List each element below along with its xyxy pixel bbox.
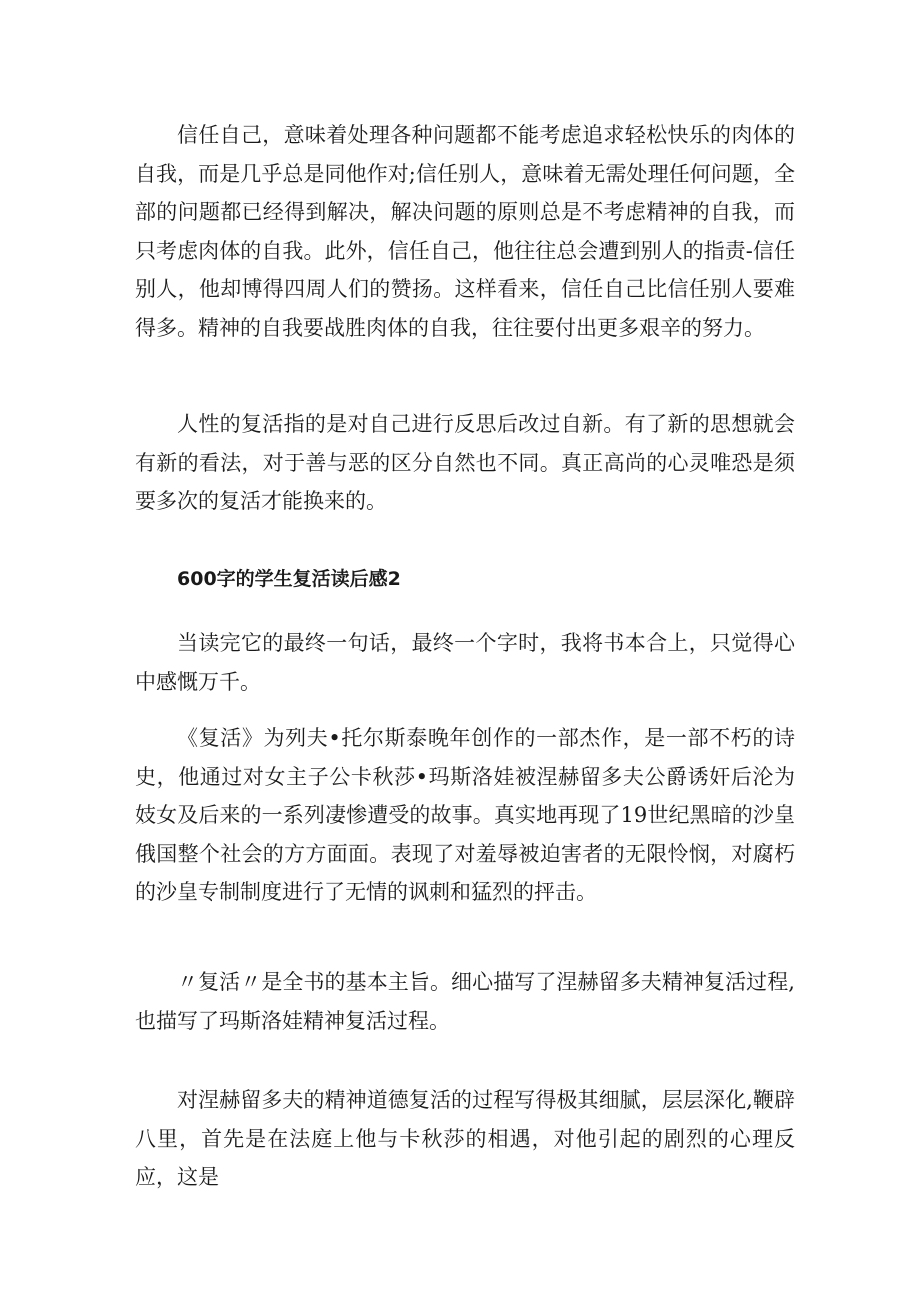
paragraph-finished-reading: 当读完它的最终一句话，最终一个字时，我将书本合上，只觉得心中感慨万千。	[135, 631, 795, 694]
paragraph-book-intro: 《复活》为列夫•托尔斯泰晚年创作的一部杰作，是一部不朽的诗史，他通过对女主子公卡秋莎•玛斯洛娃被涅赫留多夫公爵诱奸后沦为妓女及后来的一系列凄惨遭受的故事。真实地再现了19世纪黑暗的沙皇俄国整个社会的方方面面。表现了对羞辱被迫害者的无限怜悯，对腐朽的沙皇专制制度进行了无情的讽刺和猛烈的抨击。	[135, 726, 795, 904]
paragraph-trust-self: 信任自己，意味着处理各种问题都不能考虑追求轻松快乐的肉体的自我，而是几乎总是同他作对;信任别人，意味着无需处理任何问题，全部的问题都已经得到解决，解决问题的原则总是不考虑精神的自我，而只考虑肉体的自我。此外，信任自己，他往往总会遭到别人的指责-信任别人，他却博得四周人们的赞扬。这样看来，信任自己比信任别人要难得多。精神的自我要战胜肉体的自我，往往要付出更多艰辛的努力。	[135, 123, 795, 340]
paragraph-theme: 〃复活〃是全书的基本主旨。细心描写了涅赫留多夫精神复活过程,也描写了玛斯洛娃精神复活过程。	[135, 970, 795, 1033]
paragraph-nekhlyudov-revival: 对涅赫留多夫的精神道德复活的过程写得极其细腻，层层深化,鞭辟八里，首先是在法庭上他与卡秋莎的相遇，对他引起的剧烈的心理反应，这是	[135, 1088, 795, 1189]
paragraph-human-revival: 人性的复活指的是对自己进行反思后改过自新。有了新的思想就会有新的看法，对于善与恶的区分自然也不同。真正高尚的心灵唯恐是须要多次的复活才能换来的。	[135, 412, 795, 513]
section-heading: 600字的学生复活读后感2	[177, 568, 401, 590]
